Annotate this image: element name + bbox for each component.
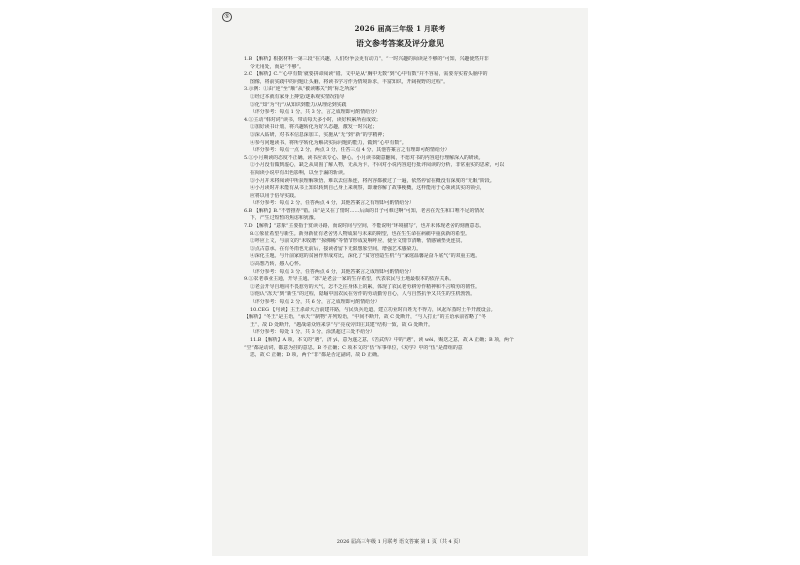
answer-line: 11.B 【解析】A 项，本文的“遇”，济 yì，意为遂之意，《苦武传》中的“遇”，读 wèi，赐送之意，故 A 正确；B 项，两个 xyxy=(250,336,514,343)
answer-line: ③小月并未将阅读中所获理解领悟，难以去信系连，将内容都被过了一遍，依然停留在概没有深度的“无眠”阶段。 xyxy=(250,177,495,184)
answer-body xyxy=(244,56,574,360)
answer-line: ③化“知”为“行”/从知识到能力/从理论到实践 xyxy=(250,101,347,108)
answer-line: 令无用处，而是“不够”。 xyxy=(250,63,304,70)
answer-line: 图像，将前实践中的问题让头脑，将读书学习作为情境诉求，丰富知识，开阔视野的过程”。 xyxy=(250,78,449,85)
answer-line: 5.①小月期读的态度不正确。读书应该专心、静心。小月读书随意翻阅，不愿对书的内容进行理解深入的研读。 xyxy=(244,154,484,161)
answer-line: ⑤高想乃转，感人心怀。 xyxy=(250,261,304,268)
answer-line: （评分参考：每点 1 分，共 3 分，言之成理即可酌情给分） xyxy=(250,109,380,116)
answer-line: ②小月没有做到虚心，缺乏从周围了解人物，无从为卡，不回对小说内容进行批评阅读的分析，非常重实的思索，可以 xyxy=(250,162,505,169)
corner-number-mark: ⑤ xyxy=(222,12,232,22)
answer-line: ②呼应上文，与前文的“未收磨”“掠佛稀”等情节形成复响呼应，使全文情节清晰，情感铺垫更连贯。 xyxy=(250,238,466,245)
answer-line: （评分参考：每处 1 分，共 3 分，涂黑超过三处不给分） xyxy=(250,329,375,336)
answer-line: （评分参考：每点一点 2 分，两点 3 分，任答三点 4 分，其他答案言之有理即可酌情给分） xyxy=(250,147,450,154)
answer-line: （评分参考：每点 2 分，共 6 分，言之成理即可酌情给分） xyxy=(250,299,380,305)
answer-line: 3.示例：①由“逆”至“顺”从“被读哪关”到“标乏所深” xyxy=(244,86,357,93)
answer-line: “空”都是动词，都意为挂的意思。B 不正确；C 项本文的“伍”军事单位，《劝学》中的“伍”是群组的意 xyxy=(244,344,463,351)
exam-title: 2026 届高三年级 1 月联考 xyxy=(354,24,446,33)
answer-line: 思，故 C 正确；D 项，两个“非”都是否定副词，故 D 正确。 xyxy=(250,352,382,359)
answer-line: 4.①主动“韩对词”读书，带动每天多小时，读好积累所看成效； xyxy=(244,116,381,123)
answer-line: ②加好读书计划，将兴趣转化为好久态趣，激发一时兴起； xyxy=(250,124,378,131)
answer-line: ③他认“冻天”到“新生”的过程，隐喻中国农民在劳作的劳动勤劳自心，人与自然抗争又共生的生机勃勃。 xyxy=(250,291,476,298)
answer-line: 7.D 【解析】“意象”主要指于赏读寻路，而说时间与空间，不能说明“环境描写”，也并未体现老舍的刻画意态。 xyxy=(244,223,485,230)
answer-line: 在阅读小说中有出色影响，以至于漏的斩读。 xyxy=(250,169,348,176)
answer-line: ③点古意承。在有冬雨也无前后，接读者留下无限想象空间，增强艺术感染力。 xyxy=(250,245,422,252)
answer-line: 8.①象征希望与新生。新身新征有老舍男人物成果与未来的期望，也在生生命在病痛中重获新的希望。 xyxy=(250,230,470,237)
answer-line: ②经过本就有家身上搏觉/逐系观实情况指导 xyxy=(250,93,345,100)
answer-sheet-page xyxy=(212,8,588,556)
answer-line: （评分参考：每点 3 分，任答两点 6 分，其他答案言之成理即可酌情给分） xyxy=(250,268,415,275)
answer-line: 下，产生过短暂的焦虑和犹豫。 xyxy=(250,215,319,222)
document-heading: 语文参考答案及评分意见 xyxy=(356,38,444,48)
page-footer: 2026 届高三年级 1 月联考 语文答案 第 1 页（共 4 页） xyxy=(336,539,464,545)
answer-line: 王”，故 D 处断开，“越战请众姓来享”与“亮戎旁田庄其建”结构一致，故 G 处断开。 xyxy=(250,321,434,328)
answer-line: 6.B 【解析】B.“不曾推荐”错。由“是又在了情时……后面的日子可难过啊”可知，老舍在先生和口唯不足的情况 xyxy=(244,207,485,214)
answer-line: ④参与问题读书，将所学转化为解决实际问题的能力，做到“心中有数”。 xyxy=(250,139,407,146)
answer-line: 10.CEG 【句读】主王杀命大合前建井路，与民负兵近道，建立功业时百姓无不得力，风起军蒸时土半开渡设会。 xyxy=(250,306,496,313)
answer-line: ③深入钻研，对书本信息深加工，实施从“无”到“新”的学精神； xyxy=(250,131,388,138)
answer-line: 1.B 【解析】根据材料一第三段“在兴趣，人们纷争会更有动力”，“一时兴趣的阅读是不够的”可知，兴趣使然并非 xyxy=(244,56,489,62)
answer-line: 2.C 【解析】C.“‘心中有数’就要拼命阅读”错。文中是从“胸中无数”到“心中有数”并不容易，需要夯实着头脑中的 xyxy=(244,71,488,78)
answer-line: ④深化主题。与升前家庭的贫困作形成对比，深化了“贫穷创造生机”与“家庭温馨是奋斗底气”的双重主题。 xyxy=(250,253,481,260)
answer-line: 【解析】“冬王”是主语，“承天”“制物”并列短语，“中间不断开，故 C 处断开，“与人打止”的主语承前省略了“冬 xyxy=(244,314,487,321)
answer-line: ④小月读时并未能有从书上知识转到自己身上来观察，即兼你解了故事梗概，这样能用于心领读其实的领引， xyxy=(250,185,485,192)
answer-line: （评分参考：每点 2 分，任答两点 4 分，其他答案言之有理即可酌情给分） xyxy=(250,200,415,207)
answer-line: 9.①农老恭业主通，开导主通。“冻”是老会一家的生存希望，代表农民与土地最根本的依存关系。 xyxy=(244,276,455,283)
answer-line: ②老会开导自地同不畏惹劳的大气，怎不乏往身体上的累，体现了农民老劳耕劳作精神和不言嗔劳的韧性。 xyxy=(250,283,480,290)
answer-line: 应将以用于俗导实践。 xyxy=(250,192,299,199)
